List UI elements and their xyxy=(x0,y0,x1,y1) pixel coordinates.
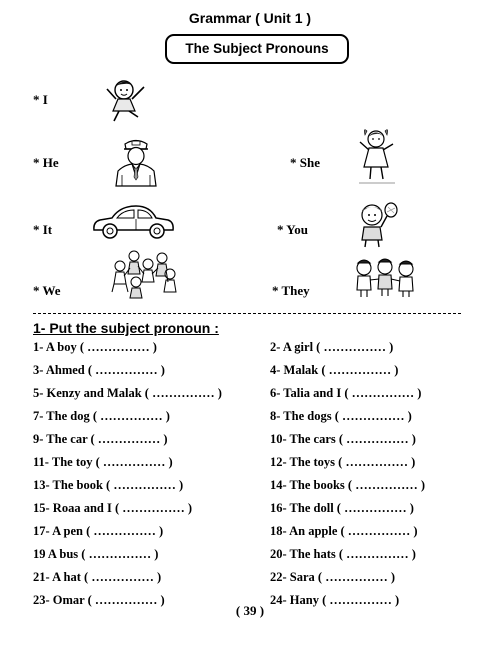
exercise-title: 1- Put the subject pronoun : xyxy=(33,320,219,336)
dashed-divider xyxy=(33,313,461,314)
boy-with-racket-icon xyxy=(350,200,400,253)
exercise-item: 6- Talia and I ( …………… ) xyxy=(270,386,422,400)
exercise-item: 9- The car ( …………… ) xyxy=(33,432,168,446)
exercise-item: 3- Ahmed ( …………… ) xyxy=(33,363,165,377)
exercise-item: 8- The dogs ( …………… ) xyxy=(270,409,412,423)
group-of-children-icon xyxy=(108,248,180,303)
exercise-item: 1- A boy ( …………… ) xyxy=(33,340,157,354)
exercise-item: 23- Omar ( …………… ) xyxy=(33,593,165,607)
exercise-item: 14- The books ( …………… ) xyxy=(270,478,425,492)
exercise-item: 22- Sara ( …………… ) xyxy=(270,570,395,584)
page-title: Grammar ( Unit 1 ) xyxy=(188,10,312,26)
three-kids-icon xyxy=(352,258,418,303)
exercise-item: 19 A bus ( …………… ) xyxy=(33,547,159,561)
exercise-item: 10- The cars ( …………… ) xyxy=(270,432,416,446)
subtitle-box xyxy=(165,34,349,64)
exercise-item: 4- Malak ( …………… ) xyxy=(270,363,399,377)
car-icon xyxy=(90,200,176,247)
exercise-item: 16- The doll ( …………… ) xyxy=(270,501,414,515)
pronoun-i-label: * I xyxy=(33,92,48,107)
pronoun-we-label: * We xyxy=(33,283,61,298)
exercise-item: 12- The toys ( …………… ) xyxy=(270,455,416,469)
exercise-item: 21- A hat ( …………… ) xyxy=(33,570,162,584)
exercise-item: 17- A pen ( …………… ) xyxy=(33,524,164,538)
exercise-item: 7- The dog ( …………… ) xyxy=(33,409,170,423)
exercise-item: 5- Kenzy and Malak ( …………… ) xyxy=(33,386,222,400)
exercise-item: 20- The hats ( …………… ) xyxy=(270,547,416,561)
pronoun-it-label: * It xyxy=(33,222,53,237)
pronoun-they-label: * They xyxy=(272,283,310,298)
exercise-item: 2- A girl ( …………… ) xyxy=(270,340,394,354)
pronoun-he-label: * He xyxy=(33,155,59,170)
exercise-item: 15- Roaa and I ( …………… ) xyxy=(33,501,193,515)
jumping-girl-icon xyxy=(102,77,152,128)
exercise-item: 24- Hany ( …………… ) xyxy=(270,593,400,607)
girl-with-ribbon-icon xyxy=(355,125,397,192)
pronoun-you-label: * You xyxy=(277,222,308,237)
pilot-man-icon xyxy=(108,137,164,192)
exercise-item: 11- The toy ( …………… ) xyxy=(33,455,173,469)
subtitle: The Subject Pronouns xyxy=(185,41,329,56)
page-number: ( 39 ) xyxy=(235,603,265,618)
exercise-item: 13- The book ( …………… ) xyxy=(33,478,184,492)
pronoun-she-label: * She xyxy=(290,155,320,170)
exercise-item: 18- An apple ( …………… ) xyxy=(270,524,418,538)
